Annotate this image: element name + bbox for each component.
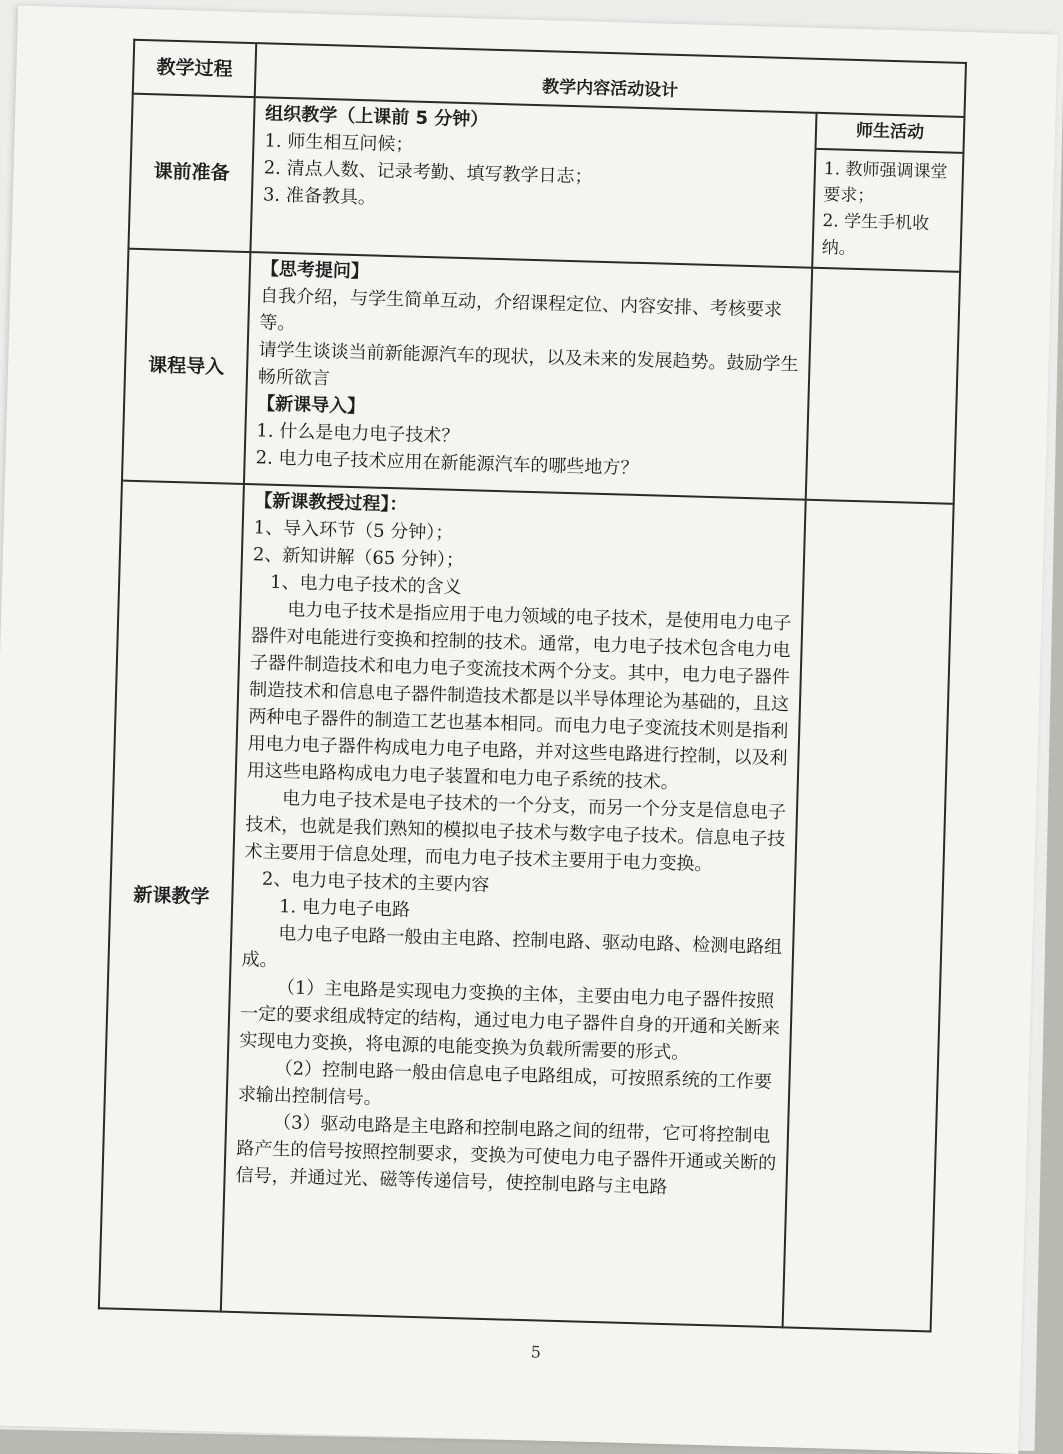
step-item: 1、导入环节（5 分钟）； bbox=[253, 517, 454, 544]
paragraph: （1）主电路是实现电力变换的主体，主要由电力电子器件按照一定的要求组成特定的结构，通过电力电子器件自身的开通和关断来实现电力变换，将电源的电能变换为负载所需要的形式。 bbox=[239, 976, 781, 1064]
prep-content-cell bbox=[250, 97, 816, 268]
subheading: 1. 电力电子电路 bbox=[278, 895, 411, 921]
row-label: 课前准备 bbox=[153, 160, 230, 185]
row-label: 新课教学 bbox=[133, 883, 210, 908]
step-item: 2、新知讲解（65 分钟）； bbox=[252, 544, 465, 572]
activity-line: 2. 学生手机收纳。 bbox=[821, 211, 930, 259]
activity-cell-empty bbox=[783, 500, 954, 1332]
prep-line: 1. 师生相互问候； bbox=[264, 130, 414, 156]
row-label-cell bbox=[128, 94, 254, 252]
paragraph: （3）驱动电路是主电路和控制电路之间的纽带，它可将控制电路产生的信号按照控制要求，变换为可使电力电子器件开通或关断的信号，并通过光、磁等传递信号，使控制电路与主电路 bbox=[235, 1111, 777, 1198]
section-heading: 【新课导入】 bbox=[256, 393, 366, 418]
table-header-row bbox=[134, 40, 966, 63]
activity-cell bbox=[812, 113, 964, 272]
header-center-title: 教学内容活动设计 bbox=[541, 76, 679, 101]
activity-header: 师生活动 bbox=[816, 114, 963, 154]
section-heading: 【新课教授过程】： bbox=[254, 490, 408, 516]
paragraph: （2）控制电路一般由信息电子电路组成，可按照系统的工作要求输出控制信号。 bbox=[237, 1057, 773, 1109]
lesson-plan-table bbox=[98, 39, 967, 1333]
intro-content-cell bbox=[244, 252, 812, 500]
row-label-cell bbox=[99, 480, 244, 1311]
table-row bbox=[99, 480, 954, 1331]
question-item: 2. 电力电子技术应用在新能源汽车的哪些地方？ bbox=[255, 447, 639, 479]
subheading: 1、电力电子技术的含义 bbox=[269, 571, 462, 598]
header-label-cell bbox=[133, 40, 256, 97]
prep-title: 组织教学（上课前 5 分钟） bbox=[264, 103, 489, 131]
question-item: 1. 什么是电力电子技术？ bbox=[256, 420, 460, 447]
prep-line: 3. 准备教具。 bbox=[262, 184, 377, 209]
paragraph: 电力电子技术是指应用于电力领域的电子技术，是使用电力电子器件对电能进行变换和控制的技术。通常，电力电子技术包含电力电子器件制造技术和电力电子变流技术两个分支。其中，电力电子器件制造技术和信息电子器件制造技术都是以半导体理论为基础的，且这两种电子器件的制造工艺也基本相同。而电力电子变流技术则是指利用电力电子器件构成电力电子电路，并对这些电路进行控制，以及利用这些电路构成电力电子装置和电力电子系统的技术。 bbox=[246, 599, 792, 794]
paragraph: 请学生谈谈当前新能源汽车的现状，以及未来的发展趋势。鼓励学生畅所欲言 bbox=[257, 339, 799, 390]
row-label: 课程导入 bbox=[147, 353, 225, 378]
paragraph: 电力电子技术是电子技术的一个分支，而另一个分支是信息电子技术，也就是我们熟知的模拟电子技术与数字电子技术。信息电子技术主要用于信息处理，而电力电子技术主要用于电力变换。 bbox=[244, 788, 787, 876]
activity-notes bbox=[813, 149, 962, 270]
paragraph: 电力电子电路一般由主电路、控制电路、驱动电路、检测电路组成。 bbox=[241, 922, 783, 971]
row-label-cell bbox=[122, 249, 250, 484]
paragraph: 自我介绍，与学生简单互动，介绍课程定位、内容安排、考核要求等。 bbox=[259, 285, 783, 335]
section-heading: 【思考提问】 bbox=[260, 258, 370, 283]
page-number: 5 bbox=[530, 1342, 542, 1362]
table-row bbox=[122, 249, 960, 504]
table-row bbox=[128, 94, 964, 272]
activity-line: 1. 教师强调课堂要求； bbox=[822, 158, 948, 207]
activity-cell-empty bbox=[806, 268, 960, 504]
document-page bbox=[0, 5, 1058, 1453]
header-label: 教学过程 bbox=[156, 56, 233, 81]
prep-line: 2. 清点人数、记录考勤、填写教学日志； bbox=[263, 157, 593, 188]
teaching-content-cell bbox=[221, 484, 806, 1327]
subheading: 2、电力电子技术的主要内容 bbox=[261, 868, 490, 896]
